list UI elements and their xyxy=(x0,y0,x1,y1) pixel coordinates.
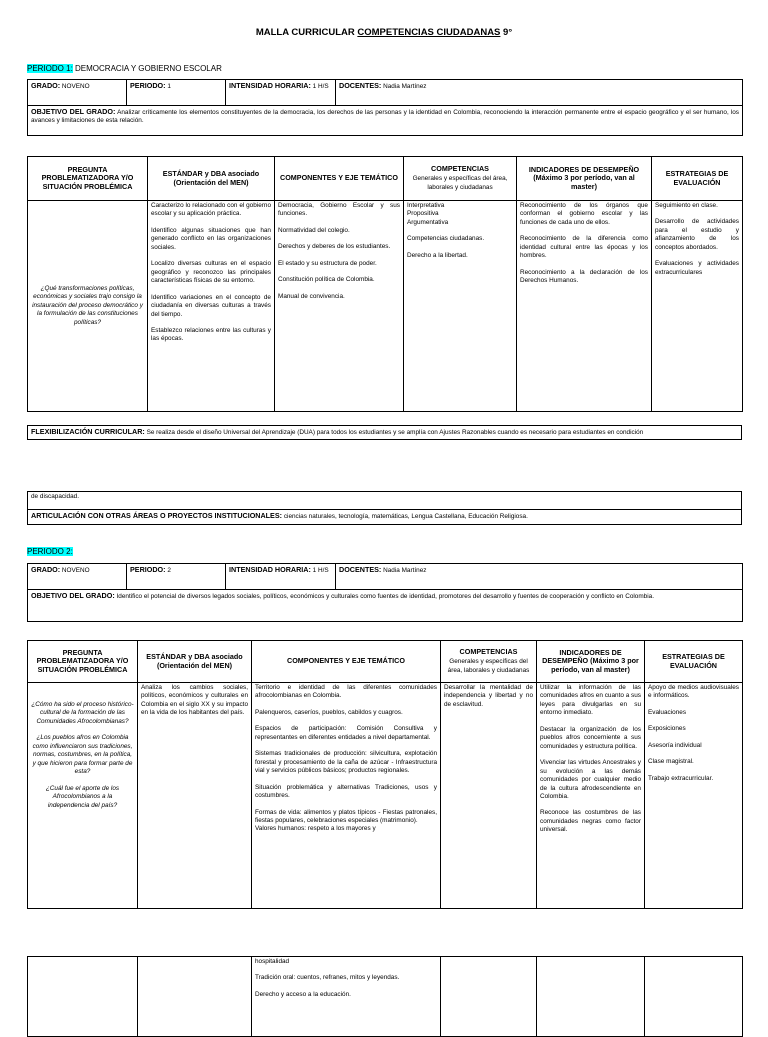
periodo-cell: PERIODO: 1 xyxy=(127,80,226,106)
intensidad-cell: INTENSIDAD HORARIA: 1 H/S xyxy=(226,80,336,106)
period-1-heading xyxy=(27,64,222,73)
grado-cell: GRADO: NOVENO xyxy=(28,564,127,590)
flexibilizacion-continuation-table xyxy=(27,491,742,525)
period-2-heading xyxy=(27,547,73,556)
col-indicadores-header: INDICADORES DE DESEMPEÑO (Máximo 3 por período, van al master) xyxy=(537,641,645,683)
indicadores-cell: Reconocimiento de los órganos que conforman el gobierno escolar y las funciones de cada uno de ellos. Reconocimiento de la diferencia como identidad cultural entre las épocas y los hombres. Reconocimiento a la declaración de los Derechos Humanos. xyxy=(517,201,652,412)
competencias-cell: Interpretativa Propositiva Argumentativa Competencias ciudadanas. Derecho a la libertad. xyxy=(404,201,517,412)
componentes-cell: Territorio e identidad de las diferentes comunidades afrocolombianas en Colombia. Palenqueros, caseríos, pueblos, cabildos y cuagros. Espacios de participación: Comisión Consultiva y representantes en diferentes entidades a nivel departamental. Sistemas tradicionales de producción: silvicultura, explotación forestal y procesamiento de la caña de azúcar - Infraestructura vial y servicios públicos básicos; productos regionales. Situación problemática y alternativas Tradiciones, usos y costumbres. Formas de vida: alimentos y platos típicos - Fiestas patronales, fiestas populares, celebraciones especiales (matrimonio). Valores humanos: respeto a los mayores y xyxy=(252,683,441,909)
estandar-cell: Analiza los cambios sociales, políticos, económicos y culturales en Colombia en el siglo XX y su impacto en la vida de los habitantes del país. xyxy=(138,683,252,909)
period-2-curriculum-table xyxy=(27,640,743,909)
intensidad-cell: INTENSIDAD HORARIA: 1 H/S xyxy=(226,564,336,590)
col-estandar-header: ESTÁNDAR y DBA asociado (Orientación del MEN) xyxy=(148,157,275,201)
period-1-curriculum-table xyxy=(27,156,743,412)
col-componentes-header: COMPONENTES Y EJE TEMÁTICO xyxy=(252,641,441,683)
competencias-cell xyxy=(441,957,537,1037)
pregunta-cell xyxy=(28,957,138,1037)
period-2-continuation-table xyxy=(27,956,743,1037)
title-underlined: COMPETENCIAS CIUDADANAS xyxy=(357,27,501,38)
period-1-name: DEMOCRACIA Y GOBIERNO ESCOLAR xyxy=(72,64,222,73)
docentes-cell: DOCENTES: Nadia Martínez xyxy=(336,564,743,590)
flexibilizacion-table xyxy=(27,425,742,440)
col-competencias-header: COMPETENCIAS Generales y específicas del área, laborales y ciudadanas xyxy=(404,157,517,201)
estandar-cell: Caracterizo lo relacionado con el gobierno escolar y su aplicación práctica. Identifico algunas situaciones que han generado conflicto en las organizaciones sociales. Localizo diversas culturas en el espacio geográfico y reconozco las principales características físicas de su entorno. Identifico variaciones en el concepto de ciudadanía en diversas culturas a través del tiempo. Establezco relaciones entre las culturas y las épocas. xyxy=(148,201,275,412)
col-indicadores-header: INDICADORES DE DESEMPEÑO (Máximo 3 por período, van al master) xyxy=(517,157,652,201)
estrategias-cell: Apoyo de medios audiovisuales e informáticos. Evaluaciones Exposiciones Asesoría individual Clase magistral. Trabajo extracurricular. xyxy=(645,683,743,909)
period-2-info-table xyxy=(27,563,743,622)
estrategias-cell: Seguimiento en clase. Desarrollo de actividades para el estudio y afianzamiento de los conceptos abordados. Evaluaciones y actividades extracurriculares xyxy=(652,201,743,412)
pregunta-cell: ¿Qué transformaciones políticas, económicas y sociales trajo consigo la instauración del proceso democrático y la formulación de las constituciones políticas? xyxy=(28,201,148,412)
document-title: MALLA CURRICULAR COMPETENCIAS CIUDADANAS 9° xyxy=(255,27,513,38)
docentes-cell: DOCENTES: Nadia Martínez xyxy=(336,80,743,106)
col-componentes-header: COMPONENTES Y EJE TEMÁTICO xyxy=(275,157,404,201)
header-row xyxy=(28,641,743,683)
col-estandar-header: ESTÁNDAR y DBA asociado (Orientación del MEN) xyxy=(138,641,252,683)
periodo-cell: PERIODO: 2 xyxy=(127,564,226,590)
estandar-cell xyxy=(138,957,252,1037)
period-1-info-table xyxy=(27,79,743,136)
componentes-cell: Democracia, Gobierno Escolar y sus funciones. Normatividad del colegio. Derechos y deberes de los estudiantes. El estado y su estructura de poder. Constitución política de Colombia. Manual de convivencia. xyxy=(275,201,404,412)
col-competencias-header: COMPETENCIAS Generales y específicas del área, laborales y ciudadanas xyxy=(441,641,537,683)
objetivo-cell: OBJETIVO DEL GRADO: Identifico el potencial de diversos legados sociales, políticos, económicos y culturales como fuentes de identidad, promotores del desarrollo y fuentes de cooperación y conflicto en Colombia. xyxy=(28,590,743,622)
col-estrategias-header: ESTRATEGIAS DE EVALUACIÓN xyxy=(652,157,743,201)
objetivo-cell: OBJETIVO DEL GRADO: Analizar críticamente los elementos constituyentes de la democracia, los derechos de las personas y la identidad en Colombia, reconociendo la interacción permanente entre el espacio geográfico y el ser humano, los avances y limitaciones de esta relación. xyxy=(28,106,743,136)
flexibilizacion-cell: FLEXIBILIZACIÓN CURRICULAR: Se realiza desde el diseño Universal del Aprendizaje (DUA) para todos los estudiantes y se amplía con Ajustes Razonables cuando es necesario para estudiantes en condición xyxy=(28,426,742,440)
grado-cell: GRADO: NOVENO xyxy=(28,80,127,106)
header-row xyxy=(28,157,743,201)
period-1-label: PERIODO 1: xyxy=(27,64,73,73)
indicadores-cell: Utilizar la información de las comunidades afros en cuanto a sus leyes para divulgarlas en su entorno inmediato. Destacar la organización de los pueblos afros concerniente a sus comunidades y estructura política. Vivenciar las virtudes Ancestrales y su evolución a las demás comunidades por cualquier medio de la cultura afrodescendiente en Colombia. Reconoce las costumbres de las comunidades negras como factor universal. xyxy=(537,683,645,909)
period-2-label: PERIODO 2: xyxy=(27,547,73,556)
content-row xyxy=(28,683,743,909)
articulacion-cell: ARTICULACIÓN CON OTRAS ÁREAS O PROYECTOS INSTITUCIONALES: ciencias naturales, tecnología, matemáticas, Lengua Castellana, Educación Religiosa. xyxy=(28,510,742,525)
col-pregunta-header: PREGUNTA PROBLEMATIZADORA Y/O SITUACIÓN PROBLÉMICA xyxy=(28,157,148,201)
competencias-cell: Desarrollar la mentalidad de independencia y libertad y no de esclavitud. xyxy=(441,683,537,909)
content-row xyxy=(28,201,743,412)
estrategias-cell xyxy=(645,957,743,1037)
indicadores-cell xyxy=(537,957,645,1037)
flexibilizacion-continuation-cell: de discapacidad. xyxy=(28,492,742,510)
continuation-row xyxy=(28,957,743,1037)
pregunta-cell: ¿Cómo ha sido el proceso histórico-cultural de la formación de las Comunidades Afrocolombianas? ¿Los pueblos afros en Colombia como influenciaron sus tradiciones, normas, costumbres, en la política, y que hicieron para formar parte de esta? ¿Cuál fue el aporte de los Afrocolombianos a la independencia del país? xyxy=(28,683,138,909)
componentes-continuation-cell: hospitalidad Tradición oral: cuentos, refranes, mitos y leyendas. Derecho y acceso a la educación. xyxy=(252,957,441,1037)
col-pregunta-header: PREGUNTA PROBLEMATIZADORA Y/O SITUACIÓN PROBLÉMICA xyxy=(28,641,138,683)
col-estrategias-header: ESTRATEGIAS DE EVALUACIÓN xyxy=(645,641,743,683)
